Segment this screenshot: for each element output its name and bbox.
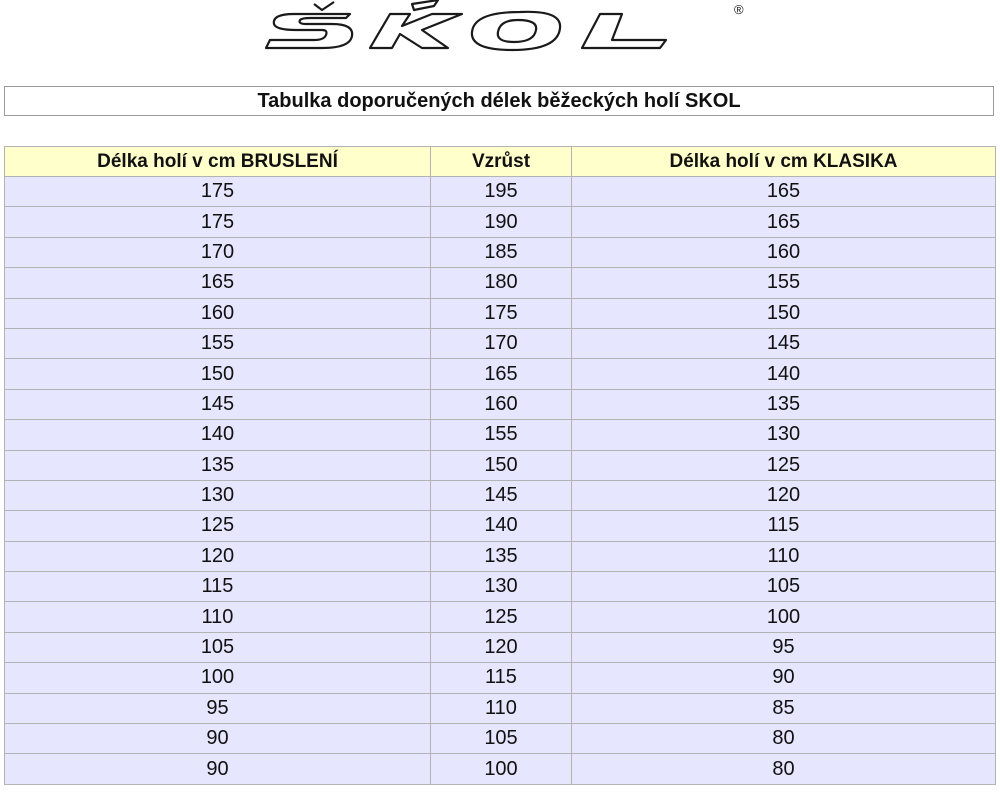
height-cell: 160 xyxy=(431,389,572,419)
header-classic: Délka holí v cm KLASIKA xyxy=(572,147,996,177)
skating-length-cell: 150 xyxy=(5,359,431,389)
height-cell: 175 xyxy=(431,298,572,328)
height-cell: 120 xyxy=(431,632,572,662)
skating-length-cell: 160 xyxy=(5,298,431,328)
height-cell: 180 xyxy=(431,268,572,298)
height-cell: 130 xyxy=(431,572,572,602)
classic-length-cell: 90 xyxy=(572,663,996,693)
height-cell: 100 xyxy=(431,754,572,784)
height-cell: 165 xyxy=(431,359,572,389)
skating-length-cell: 135 xyxy=(5,450,431,480)
skating-length-cell: 110 xyxy=(5,602,431,632)
skating-length-cell: 175 xyxy=(5,207,431,237)
height-cell: 145 xyxy=(431,480,572,510)
table-title: Tabulka doporučených délek běžeckých holí SKOL xyxy=(4,86,994,116)
skating-length-cell: 155 xyxy=(5,328,431,358)
table-row xyxy=(5,450,996,480)
table-row xyxy=(5,693,996,723)
classic-length-cell: 80 xyxy=(572,724,996,754)
table-row xyxy=(5,177,996,207)
height-cell: 110 xyxy=(431,693,572,723)
classic-length-cell: 145 xyxy=(572,328,996,358)
height-cell: 155 xyxy=(431,420,572,450)
classic-length-cell: 130 xyxy=(572,420,996,450)
skating-length-cell: 105 xyxy=(5,632,431,662)
classic-length-cell: 115 xyxy=(572,511,996,541)
table-row xyxy=(5,480,996,510)
height-cell: 115 xyxy=(431,663,572,693)
table-row xyxy=(5,328,996,358)
height-cell: 150 xyxy=(431,450,572,480)
table-row xyxy=(5,268,996,298)
skating-length-cell: 165 xyxy=(5,268,431,298)
skating-length-cell: 170 xyxy=(5,237,431,267)
table-row xyxy=(5,207,996,237)
skating-length-cell: 100 xyxy=(5,663,431,693)
classic-length-cell: 165 xyxy=(572,207,996,237)
table-row xyxy=(5,359,996,389)
classic-length-cell: 120 xyxy=(572,480,996,510)
classic-length-cell: 105 xyxy=(572,572,996,602)
height-cell: 185 xyxy=(431,237,572,267)
skating-length-cell: 145 xyxy=(5,389,431,419)
table-row xyxy=(5,389,996,419)
height-cell: 195 xyxy=(431,177,572,207)
skol-logo-graphic xyxy=(262,0,762,56)
classic-length-cell: 150 xyxy=(572,298,996,328)
classic-length-cell: 95 xyxy=(572,632,996,662)
table-row xyxy=(5,632,996,662)
skating-length-cell: 90 xyxy=(5,724,431,754)
table-row xyxy=(5,602,996,632)
header-skating: Délka holí v cm BRUSLENÍ xyxy=(5,147,431,177)
skating-length-cell: 90 xyxy=(5,754,431,784)
height-cell: 190 xyxy=(431,207,572,237)
table-row xyxy=(5,663,996,693)
table-row xyxy=(5,724,996,754)
registered-mark: ® xyxy=(734,2,744,17)
table-row xyxy=(5,511,996,541)
skating-length-cell: 175 xyxy=(5,177,431,207)
height-cell: 140 xyxy=(431,511,572,541)
classic-length-cell: 160 xyxy=(572,237,996,267)
table-row xyxy=(5,420,996,450)
skating-length-cell: 130 xyxy=(5,480,431,510)
classic-length-cell: 100 xyxy=(572,602,996,632)
height-cell: 135 xyxy=(431,541,572,571)
skating-length-cell: 140 xyxy=(5,420,431,450)
classic-length-cell: 80 xyxy=(572,754,996,784)
height-cell: 125 xyxy=(431,602,572,632)
skol-logo xyxy=(262,0,762,56)
table-row xyxy=(5,754,996,784)
skating-length-cell: 95 xyxy=(5,693,431,723)
pole-length-table xyxy=(4,146,996,785)
classic-length-cell: 155 xyxy=(572,268,996,298)
height-cell: 170 xyxy=(431,328,572,358)
classic-length-cell: 135 xyxy=(572,389,996,419)
table-row xyxy=(5,541,996,571)
table-row xyxy=(5,237,996,267)
classic-length-cell: 165 xyxy=(572,177,996,207)
skating-length-cell: 120 xyxy=(5,541,431,571)
skating-length-cell: 125 xyxy=(5,511,431,541)
classic-length-cell: 140 xyxy=(572,359,996,389)
table-row xyxy=(5,572,996,602)
header-height: Vzrůst xyxy=(431,147,572,177)
height-cell: 105 xyxy=(431,724,572,754)
classic-length-cell: 125 xyxy=(572,450,996,480)
table-row xyxy=(5,298,996,328)
skating-length-cell: 115 xyxy=(5,572,431,602)
header-row xyxy=(5,147,996,177)
classic-length-cell: 85 xyxy=(572,693,996,723)
classic-length-cell: 110 xyxy=(572,541,996,571)
